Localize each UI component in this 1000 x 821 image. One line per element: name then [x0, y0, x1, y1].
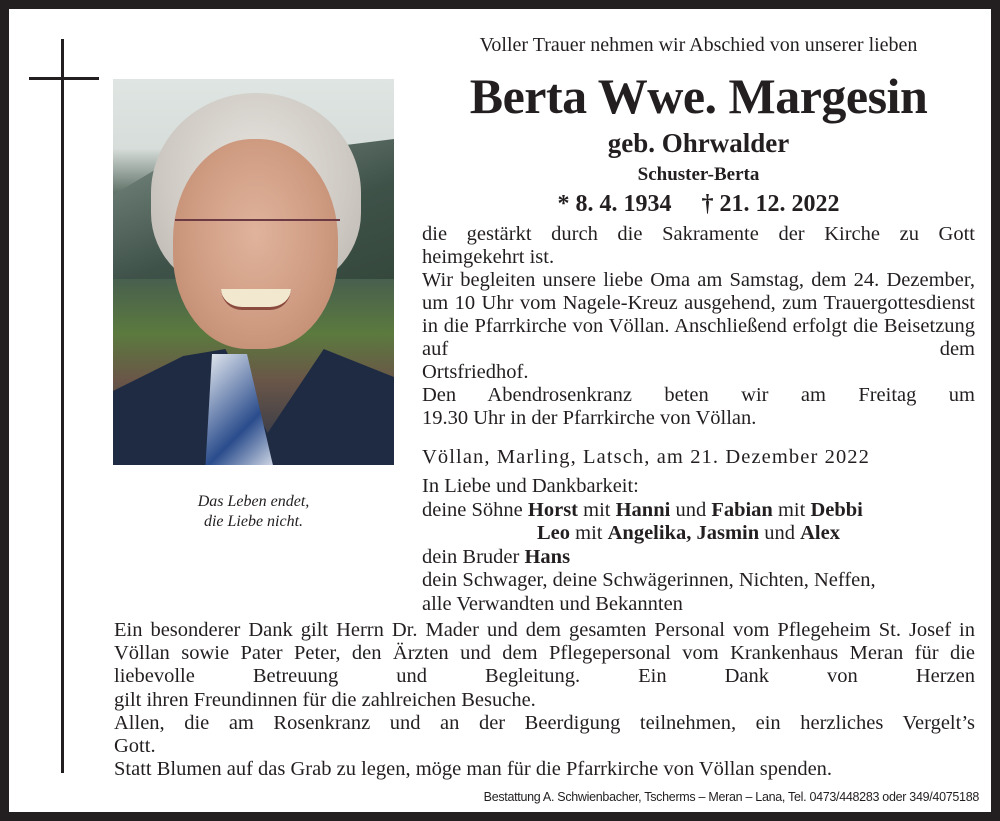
thanks-care: Ein besonderer Dank gilt Herrn Dr. Mader und dem gesamten Personal vom Pflegeheim St. Josef in Völlan sowie Pater Peter, den Ärzten und dem Pflegepersonal vom Krankenhaus Meran für die liebevolle Betreuung und Begleitung. Ein Dank von Herzen	[114, 619, 975, 688]
name-hans: Hans	[524, 545, 571, 568]
connector: mit	[772, 498, 811, 521]
family-sons	[422, 499, 975, 523]
life-dates	[422, 189, 975, 219]
connector: mit	[570, 522, 608, 545]
name-hanni: Hanni	[615, 498, 671, 521]
body-line-1: die gestärkt durch die Sakramente der Kirche zu Gott	[422, 223, 975, 245]
family-brother	[422, 546, 975, 570]
death-date: † 21. 12. 2022	[701, 191, 840, 217]
announcement-body	[422, 223, 975, 430]
funeral-home-footer: Bestattung A. Schwienbacher, Tscherms – Meran – Lana, Tel. 0473/448283 oder 349/4075188	[483, 790, 979, 804]
rosary-details-end: 19.30 Uhr in der Pfarrkirche von Völlan.	[422, 407, 757, 429]
funeral-details-end: Ortsfriedhof.	[422, 361, 529, 383]
name-leo: Leo	[537, 522, 571, 545]
photo-collar	[205, 354, 275, 465]
portrait-photo	[113, 79, 394, 465]
name-angelika-jasmin: Angelika, Jasmin	[607, 522, 760, 545]
name-horst: Horst	[527, 498, 579, 521]
nickname: Schuster-Berta	[637, 164, 760, 185]
quote-line-1: Das Leben endet,	[197, 493, 310, 510]
name-debbi: Debbi	[810, 498, 863, 521]
photo-face	[173, 139, 338, 349]
thanks-section	[114, 619, 975, 781]
funeral-details: Wir begleiten unsere liebe Oma am Samstag, dem 24. Dezember, um 10 Uhr vom Nagele-Kreuz ausgehend, zum Trauergottesdienst in die Pfarrkirche von Völlan. Anschließend erfolgt die Beisetzung auf dem	[422, 269, 975, 360]
brother-label: dein Bruder	[422, 545, 525, 568]
thanks-attendees-end: Gott.	[114, 735, 156, 758]
intro-text: Voller Trauer nehmen wir Abschied von unserer lieben	[479, 34, 918, 56]
family-list	[422, 475, 975, 617]
photo-smile	[221, 289, 291, 310]
connector: und	[759, 522, 801, 545]
thanks-care-end: gilt ihren Freundinnen für die zahlreichen Besuche.	[114, 688, 536, 711]
deceased-name: Berta Wwe. Margesin	[469, 68, 928, 124]
place-date: Völlan, Marling, Latsch, am 21. Dezember 2022	[422, 446, 870, 468]
rosary-details: Den Abendrosenkranz beten wir am Freitag um	[422, 384, 975, 406]
family-heading: In Liebe und Dankbarkeit:	[422, 475, 639, 497]
maiden-name: geb. Ohrwalder	[607, 128, 790, 158]
cross-icon	[61, 39, 64, 773]
name-alex: Alex	[800, 522, 840, 545]
family-relatives: alle Verwandten und Bekannten	[422, 592, 683, 615]
family-son-leo	[422, 522, 975, 546]
connector: und	[670, 498, 712, 521]
sons-label: deine Söhne	[422, 498, 528, 521]
obituary-card	[9, 9, 991, 812]
birth-date: * 8. 4. 1934	[557, 191, 672, 217]
cross-icon-bar	[29, 77, 99, 80]
donation-note: Statt Blumen auf das Grab zu legen, möge man für die Pfarrkirche von Völlan spenden.	[114, 758, 833, 781]
body-line-2: heimgekehrt ist.	[422, 246, 555, 268]
quote-line-2: die Liebe nicht.	[203, 513, 304, 530]
thanks-attendees: Allen, die am Rosenkranz und an der Beerdigung teilnehmen, ein herzliches Vergelt’s	[114, 711, 975, 734]
memorial-quote	[113, 492, 394, 532]
family-inlaws: dein Schwager, deine Schwägerinnen, Nichten, Neffen,	[422, 569, 876, 592]
name-fabian: Fabian	[711, 498, 773, 521]
connector: mit	[578, 498, 616, 521]
photo-glasses	[175, 219, 340, 221]
